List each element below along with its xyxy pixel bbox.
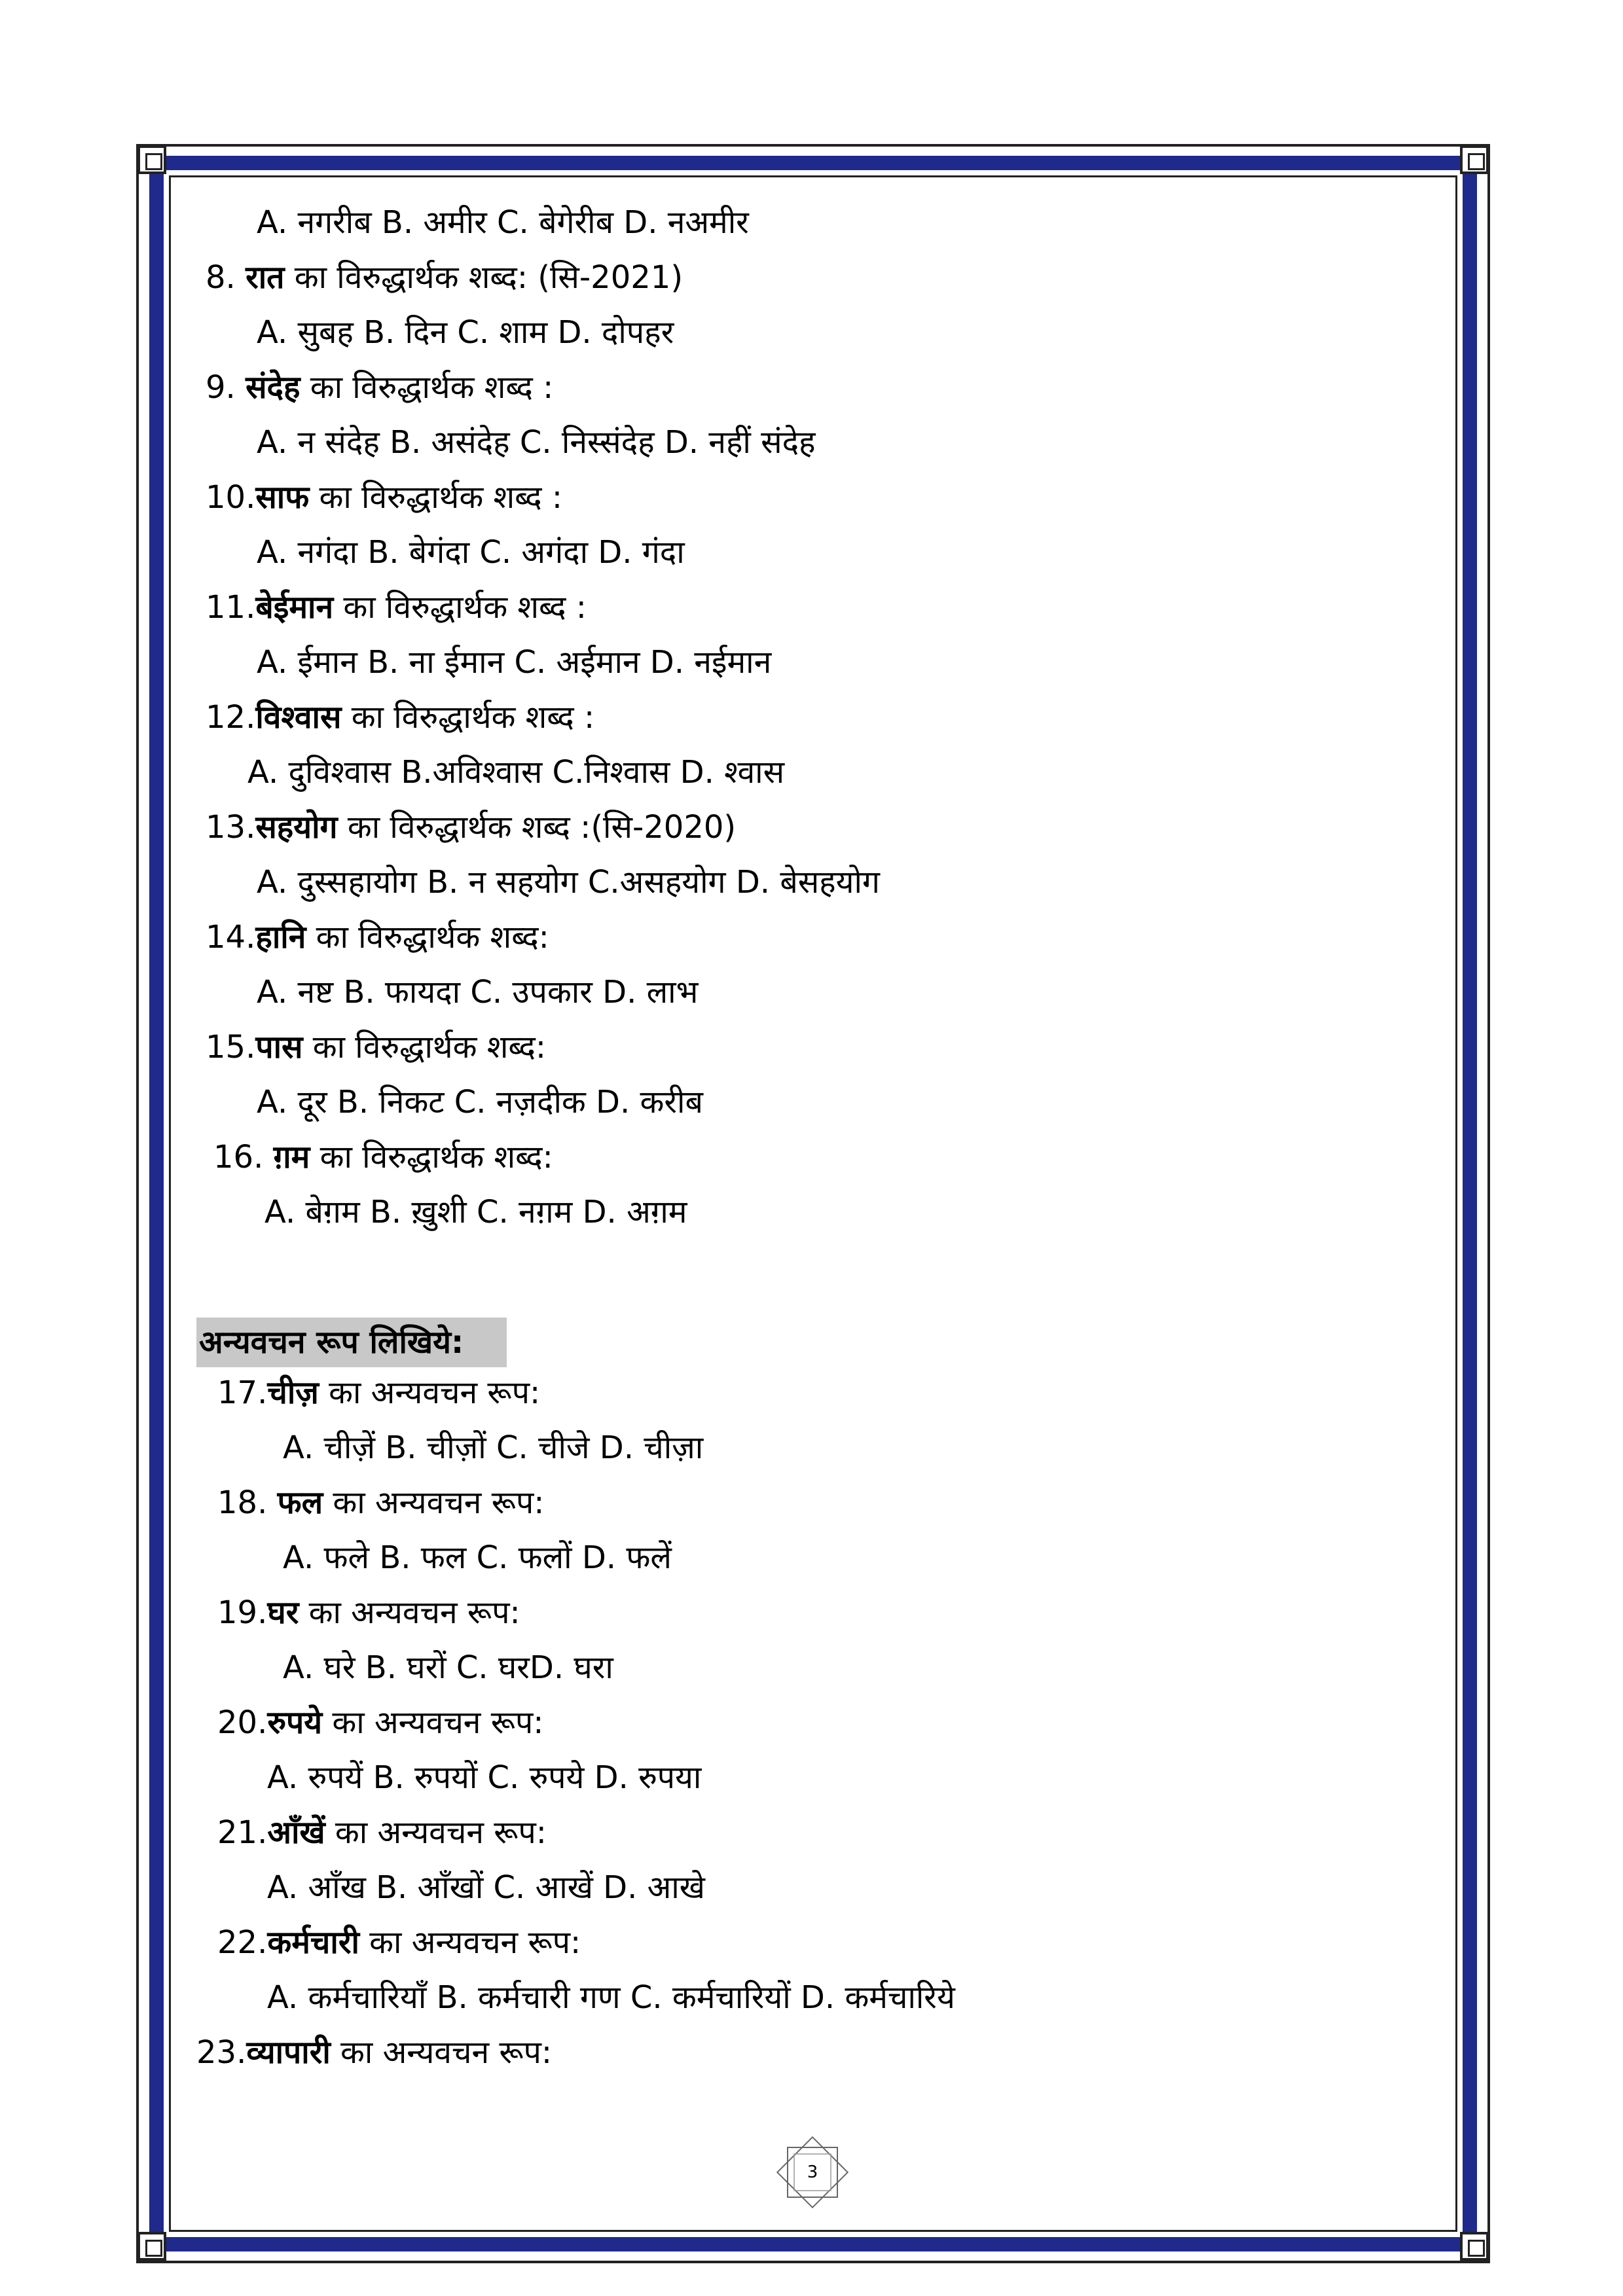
option-line: A. आँख B. आँखों C. आखें D. आखे: [267, 1869, 705, 1906]
question-line: 22.कर्मचारी का अन्यवचन रूप:: [217, 1924, 581, 1961]
page-number-ornament: [771, 2131, 854, 2214]
option-line: A. फले B. फल C. फलों D. फलें: [283, 1539, 672, 1576]
question-line: 21.आँखें का अन्यवचन रूप:: [217, 1814, 547, 1851]
question-line: 14.हानि का विरुद्धार्थक शब्द:: [206, 919, 549, 956]
question-line: 23.व्यापारी का अन्यवचन रूप:: [196, 2034, 553, 2071]
question-line: 12.विश्वास का विरुद्धार्थक शब्द :: [206, 699, 595, 736]
border-corner-bottom-left: [137, 2232, 166, 2261]
question-line: 15.पास का विरुद्धार्थक शब्द:: [206, 1029, 546, 1066]
border-corner-top-left: [137, 145, 166, 174]
option-line: A. दुस्सहायोग B. न सहयोग C.असहयोग D. बेसहयोग: [257, 864, 880, 901]
option-line: A. नगरीब B. अमीर C. बेगेरीब D. नअमीर: [257, 204, 749, 241]
border-corner-top-right: [1460, 145, 1489, 174]
option-line: A. न संदेह B. असंदेह C. निस्संदेह D. नहीं संदेह: [257, 424, 816, 461]
question-line: 16. ग़म का विरुद्धार्थक शब्द:: [213, 1139, 553, 1175]
question-line: 13.सहयोग का विरुद्धार्थक शब्द :(सि-2020): [206, 809, 737, 846]
option-line: A. नष्ट B. फायदा C. उपकार D. लाभ: [257, 974, 699, 1011]
option-line: A. ईमान B. ना ईमान C. अईमान D. नईमान: [257, 644, 772, 681]
question-line: 8. रात का विरुद्धार्थक शब्द: (सि-2021): [206, 259, 684, 296]
option-line: A. दुविश्वास B.अविश्वास C.निश्वास D. श्वास: [247, 754, 785, 791]
option-line: A. कर्मचारियाँ B. कर्मचारी गण C. कर्मचारियों D. कर्मचारिये: [267, 1979, 955, 2016]
question-line: 11.बेईमान का विरुद्धार्थक शब्द :: [206, 589, 587, 626]
question-line: 19.घर का अन्यवचन रूप:: [217, 1594, 520, 1631]
question-line: 9. संदेह का विरुद्धार्थक शब्द :: [206, 369, 554, 406]
option-line: A. बेग़म B. ख़ुशी C. नग़म D. अग़म: [264, 1194, 687, 1230]
border-corner-bottom-right: [1460, 2232, 1489, 2261]
option-line: A. चीज़ें B. चीज़ों C. चीजे D. चीज़ा: [283, 1429, 704, 1466]
section-heading: अन्यवचन रूप लिखिये:: [196, 1318, 507, 1367]
option-line: A. नगंदा B. बेगंदा C. अगंदा D. गंदा: [257, 534, 685, 571]
option-line: A. सुबह B. दिन C. शाम D. दोपहर: [257, 314, 674, 351]
question-line: 10.साफ का विरुद्धार्थक शब्द :: [206, 479, 562, 516]
option-line: A. घरे B. घरों C. घरD. घरा: [283, 1649, 613, 1686]
option-line: A. रुपयें B. रुपयों C. रुपये D. रुपया: [267, 1759, 702, 1796]
question-line: 20.रुपये का अन्यवचन रूप:: [217, 1704, 544, 1741]
question-line: 17.चीज़ का अन्यवचन रूप:: [217, 1374, 541, 1411]
page-number: 3: [807, 2162, 818, 2182]
question-line: 18. फल का अन्यवचन रूप:: [217, 1484, 545, 1521]
option-line: A. दूर B. निकट C. नज़दीक D. करीब: [257, 1084, 703, 1121]
